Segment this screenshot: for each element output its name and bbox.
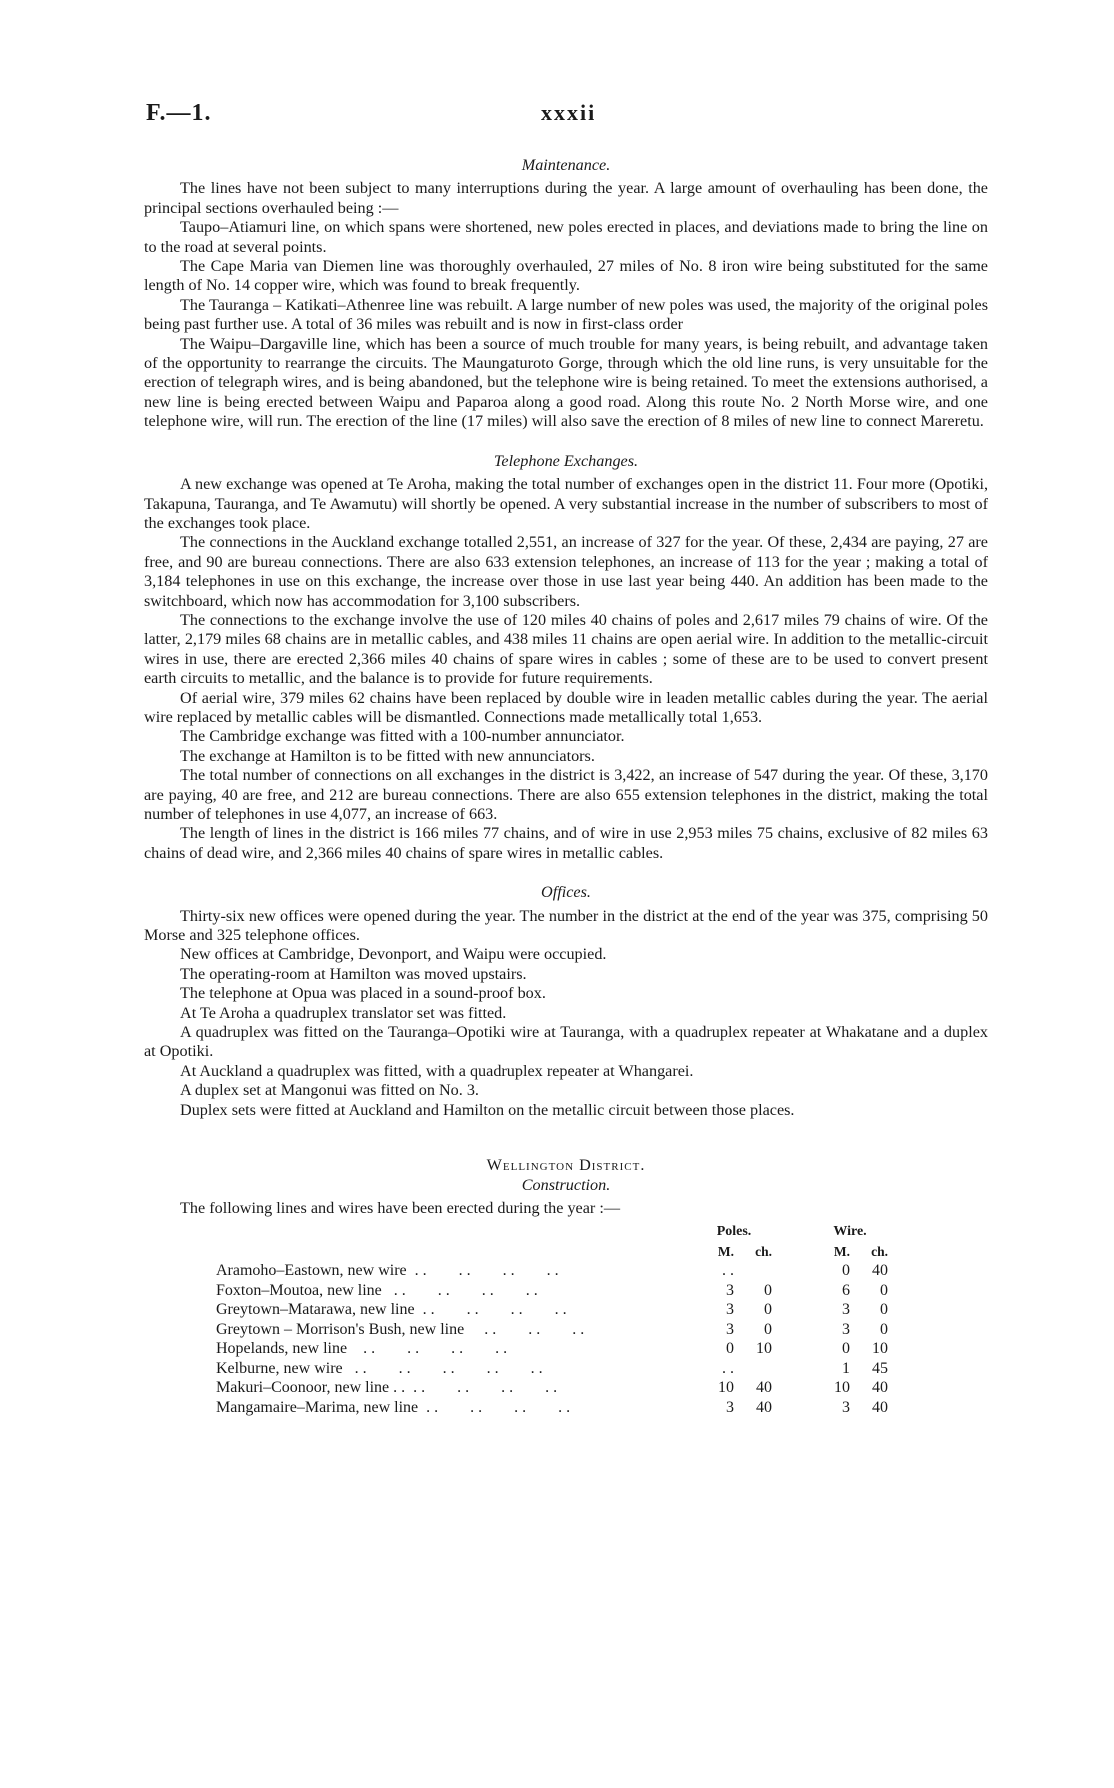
line-name-text: Aramoho–Eastown, new wire <box>216 1262 407 1280</box>
dot-leader: . . . . . . . . <box>418 1398 571 1416</box>
poles-chains <box>734 1359 772 1379</box>
wire-miles: 0 <box>842 1262 850 1280</box>
poles-miles-label: M. <box>717 1243 734 1259</box>
line-name-text: Greytown – Morrison's Bush, new line <box>216 1320 465 1338</box>
wire-chains: 10 <box>872 1340 888 1358</box>
spacer <box>772 1339 812 1359</box>
paragraph: The lines have not been subject to many interruptions during the year. A large amount of overhauling has been done, the principal sections overhauled being :— <box>144 179 988 217</box>
poles-chains <box>734 1261 772 1281</box>
telephone-exchanges-heading: Telephone Exchanges. <box>493 451 639 470</box>
wire-miles-label: M. <box>833 1243 850 1259</box>
table-row <box>216 1300 888 1320</box>
line-name <box>216 1320 696 1340</box>
poles-chains-label: ch. <box>755 1243 772 1259</box>
spacer <box>772 1378 812 1398</box>
wire-chains-label: ch. <box>871 1243 888 1259</box>
paragraph: The length of lines in the district is 166 miles 77 chains, and of wire in use 2,953 miles 75 chains, exclusive of 82 miles 63 chains of dead wire, and 2,366 miles 40 chains of spare wires in metallic cables. <box>144 824 988 862</box>
line-name <box>216 1339 696 1359</box>
wire-chains: 0 <box>880 1281 888 1299</box>
paragraph: The Tauranga – Katikati–Athenree line was rebuilt. A large number of new poles was used, the majority of the original poles being past further use. A total of 36 miles was rebuilt and is now in first-class order <box>144 295 988 334</box>
wire-miles: 6 <box>842 1281 850 1299</box>
document-body <box>144 156 988 1417</box>
line-name-text: Makuri–Coonoor, new line . . <box>216 1379 406 1397</box>
offices-heading: Offices. <box>541 883 591 902</box>
page-header <box>146 100 984 130</box>
paragraph: At Te Aroha a quadruplex translator set was fitted. <box>180 1003 507 1022</box>
paragraph: At Auckland a quadruplex was fitted, with a quadruplex repeater at Whangarei. <box>180 1061 694 1080</box>
wire-chains: 40 <box>872 1262 888 1280</box>
line-name-text: Mangamaire–Marima, new line <box>216 1398 419 1416</box>
wire-miles: 3 <box>842 1301 850 1319</box>
spacer <box>772 1320 812 1340</box>
dot-leader: . . . . . . . . <box>414 1301 567 1319</box>
poles-chains: 0 <box>764 1320 772 1338</box>
table-row <box>216 1398 888 1418</box>
poles-miles: 10 <box>718 1379 734 1397</box>
dot-leader: . . . . . . . . <box>381 1281 538 1299</box>
poles-miles: 3 <box>726 1398 734 1416</box>
table-row <box>216 1378 888 1398</box>
table-row <box>216 1281 888 1301</box>
spacer <box>772 1281 812 1301</box>
line-name-text: Kelburne, new wire <box>216 1359 343 1377</box>
spacer <box>772 1261 812 1281</box>
paragraph: Taupo–Atiamuri line, on which spans were shortened, new poles erected in places, and deviations made to bring the line on to the road at several points. <box>144 218 988 256</box>
wire-miles: 3 <box>842 1320 850 1338</box>
wire-column-header: Wire. <box>833 1224 867 1240</box>
paragraph: New offices at Cambridge, Devonport, and Waipu were occupied. <box>180 945 607 964</box>
paragraph: The connections in the Auckland exchange totalled 2,551, an increase of 327 for the year. Of these, 2,434 are paying, 27 are free, and 90 are bureau connections. There are also 633 extension telephones, an increase of 113 for the year ; making a total of 3,184 telephones in use on this exchange, the increase over those in use last year being 440. An addition has been made to the switchboard, which now has accommodation for 3,100 subscribers. <box>144 533 988 610</box>
paragraph: The Waipu–Dargaville line, which has been a source of much trouble for many years, is being rebuilt, and advantage taken of the opportunity to rearrange the circuits. The Maungaturoto Gorge, through which the old line runs, is very unsuitable for the erection of telegraph wires, and is being abandoned, but the telephone wire is being retained. To meet the extensions authorised, a new line is being erected between Waipu and Paparoa along a good road. Along this route No. 2 North Morse wire, and one telephone wire, will run. The erection of the line (17 miles) will also save the erection of 8 miles of new line to connect Mareretu. <box>144 334 988 431</box>
line-name-text: Foxton–Moutoa, new line <box>216 1281 382 1299</box>
line-name <box>216 1300 696 1320</box>
paragraph: A new exchange was opened at Te Aroha, making the total number of exchanges open in the district 11. Four more (Opotiki, Takapuna, Tauranga, and Te Awamutu) will shortly be opened. A very substantial increase in the number of subscribers to most of the exchanges took place. <box>144 475 988 532</box>
poles-miles: 3 <box>726 1320 734 1338</box>
dot-leader: . . . . . . . . <box>347 1340 508 1358</box>
table-row <box>216 1339 888 1359</box>
wire-chains: 40 <box>872 1398 888 1416</box>
spacer <box>772 1300 812 1320</box>
line-name <box>216 1261 696 1281</box>
wire-miles: 3 <box>842 1398 850 1416</box>
construction-heading: Construction. <box>521 1175 611 1194</box>
poles-miles: . . <box>722 1262 734 1280</box>
paragraph: A duplex set at Mangonui was fitted on No. 3. <box>180 1081 479 1100</box>
dot-leader: . . . . . . . . <box>406 1262 559 1280</box>
paragraph: The operating-room at Hamilton was moved upstairs. <box>180 964 527 983</box>
line-name <box>216 1378 696 1398</box>
wire-chains: 0 <box>880 1301 888 1319</box>
poles-chains: 40 <box>756 1398 772 1416</box>
dot-leader: . . . . . . . . <box>405 1379 558 1397</box>
poles-chains: 40 <box>756 1379 772 1397</box>
wire-miles: 10 <box>834 1379 850 1397</box>
poles-chains: 0 <box>764 1301 772 1319</box>
paragraph: Duplex sets were fitted at Auckland and Hamilton on the metallic circuit between those places. <box>180 1100 795 1119</box>
paragraph: Of aerial wire, 379 miles 62 chains have been replaced by double wire in leaden metallic cables during the year. The aerial wire replaced by metallic cables will be dismantled. Connections made metallically total 1,653. <box>144 688 988 726</box>
spacer <box>772 1359 812 1379</box>
paragraph: The connections to the exchange involve the use of 120 miles 40 chains of poles and 2,617 miles 79 chains of wire. Of the latter, 2,179 miles 68 chains are in metallic cables, and 438 miles 11 chains are open aerial wire. In addition to the metallic-circuit wires in use, there are erected 2,366 miles 40 chains of spare wires in cables ; some of these are to be used to convert present earth circuits to metallic, and the balance is to provide for future requirements. <box>144 610 988 688</box>
paragraph: The telephone at Opua was placed in a sound-proof box. <box>180 984 546 1003</box>
construction-intro: The following lines and wires have been erected during the year :— <box>180 1198 621 1217</box>
wire-chains: 45 <box>872 1359 888 1377</box>
paragraph: The Cape Maria van Diemen line was thoroughly overhauled, 27 miles of No. 8 iron wire being substituted for the same length of No. 14 copper wire, which was found to break frequently. <box>144 257 988 295</box>
table-row <box>216 1320 888 1340</box>
paragraph: The Cambridge exchange was fitted with a 100-number annunciator. <box>180 727 625 746</box>
wire-chains: 40 <box>872 1379 888 1397</box>
construction-table <box>216 1222 888 1417</box>
page-number: xxxii <box>541 100 597 125</box>
line-name-text: Hopelands, new line <box>216 1340 348 1358</box>
poles-chains: 0 <box>764 1281 772 1299</box>
poles-column-header: Poles. <box>716 1224 752 1240</box>
dot-leader: . . . . . . . . . . <box>342 1359 543 1377</box>
wire-miles: 0 <box>842 1340 850 1358</box>
line-name-text: Greytown–Matarawa, new line <box>216 1301 415 1319</box>
table-row <box>216 1359 888 1379</box>
spacer <box>772 1398 812 1418</box>
poles-miles: . . <box>722 1359 734 1377</box>
table-row <box>216 1261 888 1281</box>
paragraph: A quadruplex was fitted on the Tauranga–Opotiki wire at Tauranga, with a quadruplex repeater at Whakatane and a duplex at Opotiki. <box>144 1023 988 1061</box>
maintenance-heading: Maintenance. <box>521 156 611 174</box>
paragraph: Thirty-six new offices were opened during the year. The number in the district at the end of the year was 375, comprising 50 Morse and 325 telephone offices. <box>144 906 988 945</box>
wire-miles: 1 <box>842 1359 850 1377</box>
poles-miles: 3 <box>726 1301 734 1319</box>
wire-chains: 0 <box>880 1320 888 1338</box>
poles-chains: 10 <box>756 1340 772 1358</box>
line-name <box>216 1398 696 1418</box>
line-name <box>216 1281 696 1301</box>
paragraph: The exchange at Hamilton is to be fitted with new annunciators. <box>180 746 595 765</box>
report-reference: F.—1. <box>146 100 212 126</box>
poles-miles: 3 <box>726 1281 734 1299</box>
paragraph: The total number of connections on all exchanges in the district is 3,422, an increase of 547 during the year. Of these, 3,170 are paying, 40 are free, and 212 are bureau connections. There are also 655 extension telephones in the district, making the total number of telephones in use 4,077, an increase of 663. <box>144 766 988 823</box>
line-name <box>216 1359 696 1379</box>
poles-miles: 0 <box>726 1340 734 1358</box>
wellington-district-heading: Wellington District. <box>486 1156 646 1175</box>
dot-leader: . . . . . . <box>464 1320 585 1338</box>
